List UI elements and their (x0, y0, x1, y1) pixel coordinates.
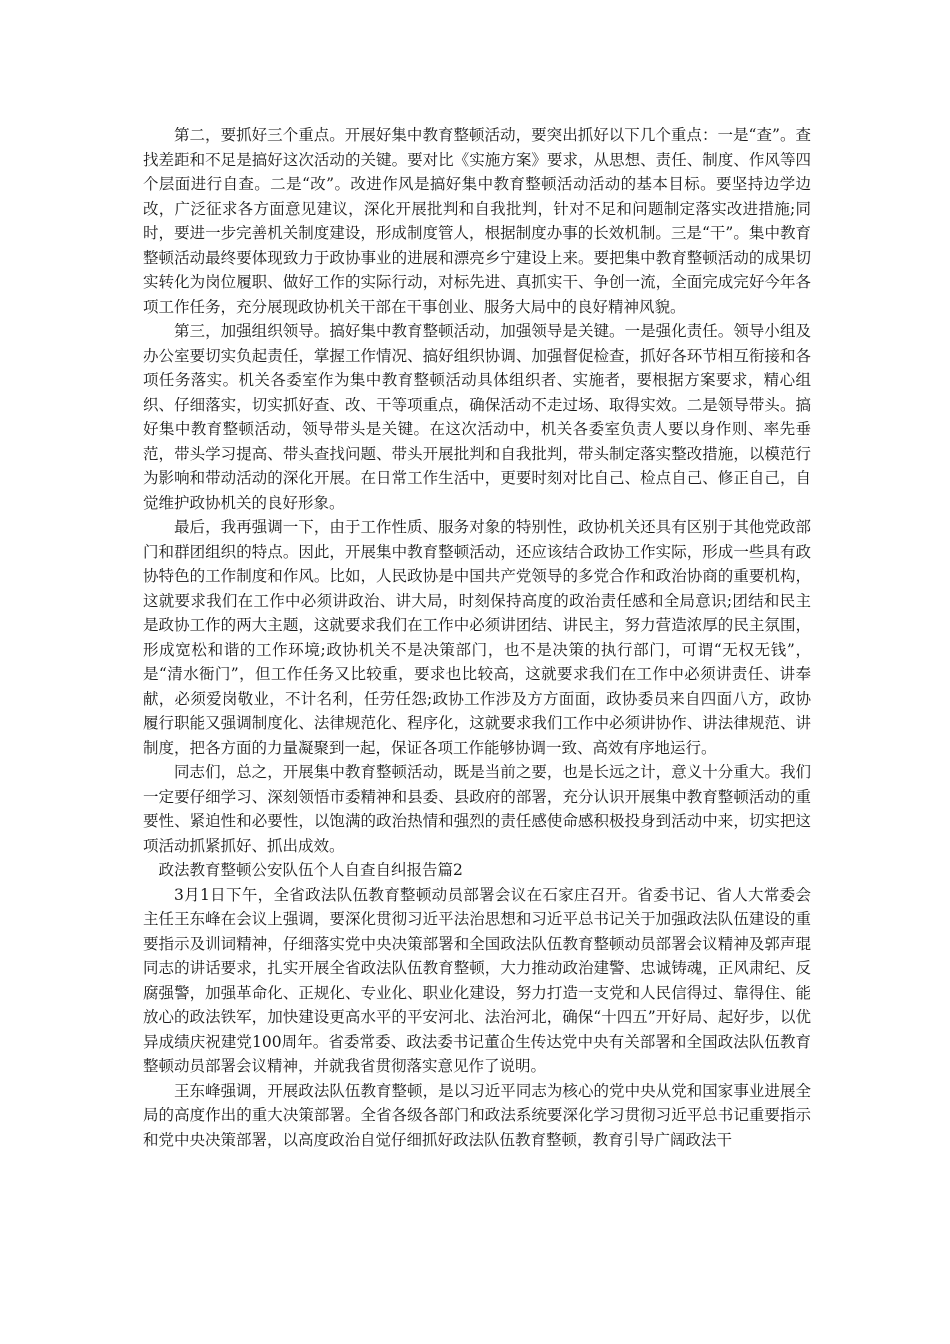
paragraph-second-point: 第二，要抓好三个重点。开展好集中教育整顿活动，要突出抓好以下几个重点：一是“查”。查找差距和不足是搞好这次活动的关键。要对比《实施方案》要求，从思想、责任、制度、作风等四个层面进行自查。二是“改”。改进作风是搞好集中教育整顿活动活动的基本目标。要坚持边学边改，广泛征求各方面意见建议，深化开展批判和自我批判，针对不足和问题制定落实改进措施;同时，要进一步完善机关制度建设，形成制度管人，根据制度办事的长效机制。三是“干”。集中教育整顿活动最终要体现致力于政协事业的进展和漂亮乡宁建设上来。要把集中教育整顿活动的成果切实转化为岗位履职、做好工作的实际行动，对标先进、真抓实干、争创一流，全面完成完好今年各项工作任务，充分展现政协机关干部在干事创业、服务大局中的良好精神风貌。 (143, 126, 811, 316)
paragraph-meeting: 3月1日下午，全省政法队伍教育整顿动员部署会议在石家庄召开。省委书记、省人大常委会主任王东峰在会议上强调，要深化贯彻习近平法治思想和习近平总书记关于加强政法队伍建设的重要指示及训词精神，仔细落实党中央决策部署和全国政法队伍教育整顿动员部署会议精神及郭声琨同志的讲话要求，扎实开展全省政法队伍教育整顿，大力推动政治建警、忠诚铸魂，正风肃纪、反腐强警，加强革命化、正规化、专业化、职业化建设，努力打造一支党和人民信得过、靠得住、能放心的政法铁军，加快建设更高水平的平安河北、法治河北，确保“十四五”开好局、起好步，以优异成绩庆祝建党100周年。省委常委、政法委书记董仚生传达党中央有关部署和全国政法队伍教育整顿动员部署会议精神，并就我省贯彻落实意见作了说明。 (143, 885, 811, 1075)
document-body (143, 123, 811, 1152)
paragraph-third-point: 第三，加强组织领导。搞好集中教育整顿活动，加强领导是关键。一是强化责任。领导小组及办公室要切实负起责任，掌握工作情况、搞好组织协调、加强督促检查，抓好各环节相互衔接和各项任务落实。机关各委室作为集中教育整顿活动具体组织者、实施者，要根据方案要求，精心组织、仔细落实，切实抓好查、改、干等项重点，确保活动不走过场、取得实效。二是领导带头。搞好集中教育整顿活动，领导带头是关键。在这次活动中，机关各委室负责人要以身作则、率先垂范，带头学习提高、带头查找问题、带头开展批判和自我批判，带头制定落实整改措施，以模范行为影响和带动活动的深化开展。在日常工作生活中，更要时刻对比自己、检点自己、修正自己，自觉维护政协机关的良好形象。 (143, 322, 811, 512)
paragraph-emphasis: 王东峰强调，开展政法队伍教育整顿，是以习近平同志为核心的党中央从党和国家事业进展全局的高度作出的重大决策部署。全省各级各部门和政法系统要深化学习贯彻习近平总书记重要指示和党中央决策部署，以高度政治自觉仔细抓好政法队伍教育整顿，教育引导广阔政法干 (143, 1081, 811, 1149)
paragraph-conclusion: 同志们，总之，开展集中教育整顿活动，既是当前之要，也是长远之计，意义十分重大。我们一定要仔细学习、深刻领悟市委精神和县委、县政府的部署，充分认识开展集中教育整顿活动的重要性、紧迫性和必要性，以饱满的政治热情和强烈的责任感使命感积极投身到活动中来，切实把这项活动抓紧抓好、抓出成效。 (143, 763, 811, 855)
section-title: 政法教育整顿公安队伍个人自查自纠报告篇2 (158, 861, 463, 879)
paragraph-finally: 最后，我再强调一下，由于工作性质、服务对象的特别性，政协机关还具有区别于其他党政部门和群团组织的特点。因此，开展集中教育整顿活动，还应该结合政协工作实际，形成一些具有政协特色的工作制度和作风。比如，人民政协是中国共产党领导的多党合作和政治协商的重要机构，这就要求我们在工作中必须讲政治、讲大局，时刻保持高度的政治责任感和全局意识;团结和民主是政协工作的两大主题，这就要求我们在工作中必须讲团结、讲民主，努力营造浓厚的民主氛围，形成宽松和谐的工作环境;政协机关不是决策部门，也不是决策的执行部门，可谓“无权无钱”，是“清水衙门”，但工作任务又比较重，要求也比较高，这就要求我们在工作中必须讲责任、讲奉献，必须爱岗敬业，不计名利，任劳任怨;政协工作涉及方方面面，政协委员来自四面八方，政协履行职能又强调制度化、法律规范化、程序化，这就要求我们工作中必须讲协作、讲法律规范、讲制度，把各方面的力量凝聚到一起，保证各项工作能够协调一致、高效有序地运行。 (143, 518, 811, 757)
